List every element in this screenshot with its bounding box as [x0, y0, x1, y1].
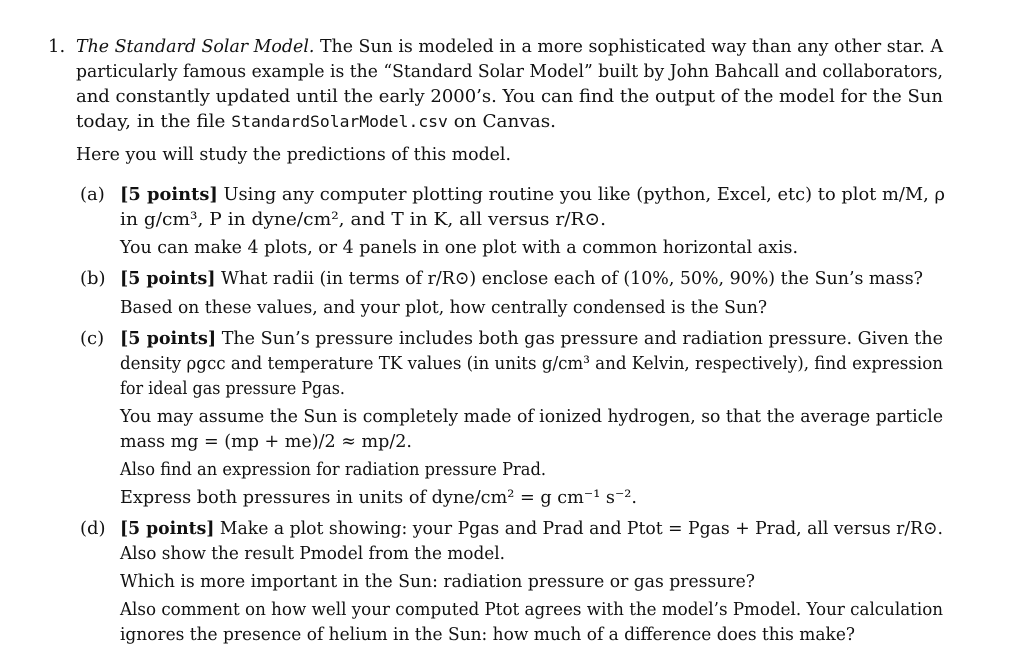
problem-title: The Standard Solar Model. [76, 36, 315, 57]
part-c-line-1: [5 points] The Sun’s pressure includes both gas pressure and radiation pressure. Given the [120, 328, 943, 349]
part-a-points: [5 points] [120, 184, 218, 205]
part-a-label: (a) [80, 184, 105, 205]
filename: StandardSolarModel.csv [231, 112, 448, 131]
part-d-line-4: Also comment on how well your computed Ptot agrees with the model’s Pmodel. Your calculation [120, 599, 944, 620]
lead-sentence: Here you will study the predictions of this model. [76, 144, 512, 165]
part-a-line-2: in g/cm³, P in dyne/cm², and T in K, all versus r/R⊙. [120, 209, 606, 230]
part-b-label: (b) [80, 268, 106, 289]
intro-line-4: today, in the file StandardSolarModel.csv on Canvas. [76, 111, 557, 132]
part-c-line-5: mass mg = (mp + me)/2 ≈ mp/2. [120, 431, 412, 452]
part-c-line-2: density ρgcc and temperature TK values (in units g/cm³ and Kelvin, respectively), find expression [120, 353, 943, 374]
part-c-points: [5 points] [120, 328, 217, 349]
intro-line-2: particularly famous example is the “Standard Solar Model” built by John Bahcall and collaborators, [76, 61, 944, 82]
part-d-line-2: Also show the result Pmodel from the model. [120, 543, 506, 564]
intro-line-3: and constantly updated until the early 2000’s. You can find the output of the model for the Sun [76, 86, 943, 107]
part-a-line-1: [5 points] Using any computer plotting routine you like (python, Excel, etc) to plot m/M, ρ [120, 184, 945, 205]
part-b-points: [5 points] [120, 268, 216, 289]
part-d-line-3: Which is more important in the Sun: radiation pressure or gas pressure? [120, 571, 755, 592]
part-d-line-1: [5 points] Make a plot showing: your Pgas and Prad and Ptot = Pgas + Prad, all versus r/R⊙. [120, 518, 944, 539]
part-c-line-6: Also find an expression for radiation pressure Prad. [120, 459, 547, 480]
part-c-line-3: for ideal gas pressure Pgas. [120, 378, 345, 399]
part-c-line-7: Express both pressures in units of dyne/cm² = g cm⁻¹ s⁻². [120, 487, 637, 508]
intro-line-1: The Standard Solar Model. The Sun is modeled in a more sophisticated way than any other star. A [76, 36, 944, 57]
part-d-line-5: ignores the presence of helium in the Sun: how much of a difference does this make? [120, 624, 856, 645]
part-b-line-1: [5 points] What radii (in terms of r/R⊙) enclose each of (10%, 50%, 90%) the Sun’s mass? [120, 268, 923, 289]
part-a-line-3: You can make 4 plots, or 4 panels in one plot with a common horizontal axis. [120, 237, 799, 258]
part-c-line-4: You may assume the Sun is completely made of ionized hydrogen, so that the average particle [120, 406, 944, 427]
part-b-line-2: Based on these values, and your plot, how centrally condensed is the Sun? [120, 297, 768, 318]
problem-number: 1. [48, 36, 66, 57]
part-d-points: [5 points] [120, 518, 215, 539]
part-c-label: (c) [80, 328, 105, 349]
part-d-label: (d) [80, 518, 106, 539]
